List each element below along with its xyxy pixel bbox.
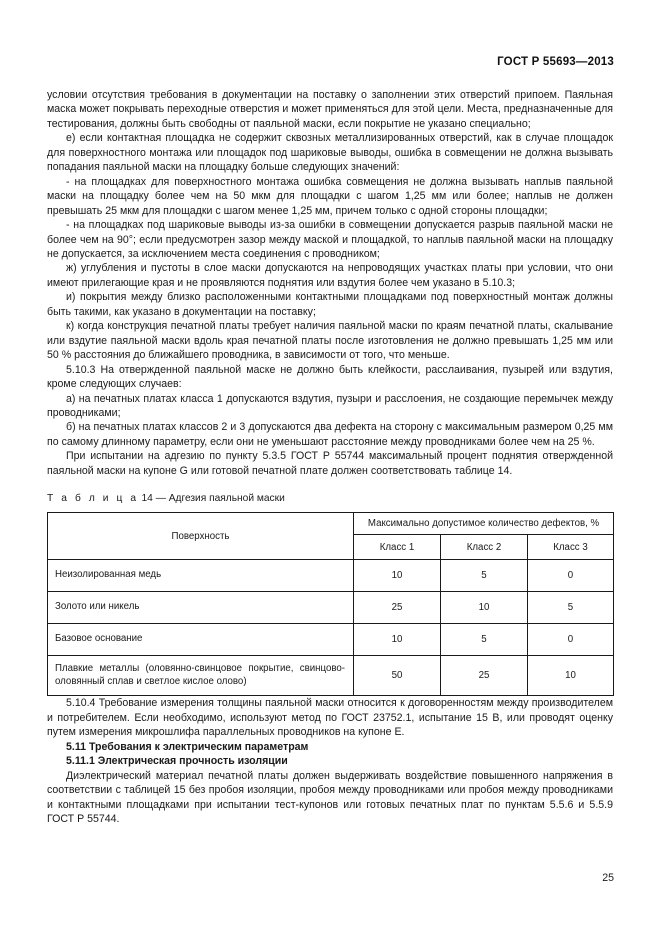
cell-class-1-value: 25 xyxy=(354,592,441,624)
page-content xyxy=(47,88,613,827)
paragraph-item-i: и) покрытия между близко расположенными контактными площадками под поверхностный монтаж должны быть такими, как указано в документации на поставку; xyxy=(47,291,613,318)
column-header-class-1: Класс 1 xyxy=(354,535,441,560)
cell-class-2-value: 25 xyxy=(441,656,528,696)
paragraph-clause-5-10-3: 5.10.3 На отвержденной паяльной маске не должно быть клейкости, расслаивания, пузырей или вздутия, кроме следующих случаев: xyxy=(47,363,613,391)
cell-class-2-value: 10 xyxy=(441,592,528,624)
paragraph-bullet-bga: - на площадках под шариковые выводы из-за ошибки в совмещении допускается разрыв паяльной маски не более чем на 90°; если предусмотрен зазор между маской и площадкой, то наплыв паяльной маски на площадку не допускается, за исключением места соединения с проводником; xyxy=(47,219,613,260)
table-caption-label: Т а б л и ц а xyxy=(47,493,139,505)
paragraph-item-a: а) на печатных платах класса 1 допускаются вздутия, пузыри и расслоения, не создающие перемычек между проводниками; xyxy=(47,392,613,419)
table-caption xyxy=(47,492,613,505)
cell-class-1-value: 10 xyxy=(354,624,441,656)
column-header-class-3: Класс 3 xyxy=(528,535,614,560)
paragraph-item-k: к) когда конструкция печатной платы требует наличия паяльной маски по краям печатной платы, скалывание или вздутие паяльной маски вдоль края печатной платы после изготовления не должно превышать 1,25 мм или 50 % расстояния до ближайшего проводника, в зависимости от того, что меньше. xyxy=(47,320,613,362)
cell-class-3-value: 5 xyxy=(528,592,614,624)
cell-class-2-value: 5 xyxy=(441,624,528,656)
table-row xyxy=(48,560,614,592)
table-caption-dash: — xyxy=(155,493,166,505)
table-row xyxy=(48,624,614,656)
table-caption-number: 14 xyxy=(141,493,153,505)
table-head xyxy=(48,513,614,560)
column-header-surface: Поверхность xyxy=(48,513,354,560)
cell-class-1-value: 50 xyxy=(354,656,441,696)
subsection-heading-5-11-1: 5.11.1 Электрическая прочность изоляции xyxy=(66,755,288,768)
column-header-class-2: Класс 2 xyxy=(441,535,528,560)
cell-class-3-value: 0 xyxy=(528,560,614,592)
cell-surface-name: Неизолированная медь xyxy=(48,560,354,592)
paragraph-continuation: условии отсутствия требования в документации на поставку о заполнении этих отверстий припоем. Паяльная маска может покрывать переходные отверстия и может применяться для этой цели. Места, предназначенные для тестирования, должны быть свободны от паяльной маски, если покрытие не указано специально; xyxy=(47,89,613,130)
paragraph-item-e: е) если контактная площадка не содержит сквозных металлизированных отверстий, как в случае площадок для поверхностного монтажа или площадок под шариковые выводы, ошибка в совмещении не должна вызывать попадания паяльной маски на площадку больше следующих значений: xyxy=(47,132,613,174)
page-header-standard-code: ГОСТ Р 55693—2013 xyxy=(497,56,614,68)
cell-class-2-value: 5 xyxy=(441,560,528,592)
cell-class-3-value: 10 xyxy=(528,656,614,696)
cell-class-3-value: 0 xyxy=(528,624,614,656)
adhesion-table xyxy=(47,512,614,696)
paragraph-item-zh: ж) углубления и пустоты в слое маски допускаются на непроводящих участках платы при условии, что они имеют прилегающие края и не проявляются поднятия или вздутия более чем указано в 5.10.3; xyxy=(47,262,613,289)
paragraph-adhesion-test: При испытании на адгезию по пункту 5.3.5 ГОСТ Р 55744 максимальный процент поднятия отвержденной паяльной маски на купоне G или готовой печатной плате должен соответствовать таблице 14. xyxy=(47,450,613,477)
table-body xyxy=(48,560,614,696)
table-header-row-top xyxy=(48,513,614,535)
page-number: 25 xyxy=(602,872,614,884)
paragraph-dielectric-strength: Диэлектрический материал печатной платы должен выдерживать воздействие повышенного напряжения в соответствии с таблицей 15 без пробоя изоляции, пробоя между проводниками или пробоя между проводниками и контактными площадками при испытании тест-купонов или готовых печатных плат по пунктам 5.5.6 и 5.5.9 ГОСТ Р 55744. xyxy=(47,769,613,826)
paragraph-clause-5-10-4: 5.10.4 Требование измерения толщины паяльной маски относится к договоренностям между производителем и потребителем. Если необходимо, используют метод по ГОСТ 23752.1, испытание 15 В, или проводят оценку путем измерения микрошлифа параллельных проводников на купоне Е. xyxy=(47,697,613,739)
cell-class-1-value: 10 xyxy=(354,560,441,592)
table-row xyxy=(48,592,614,624)
section-heading-5-11: 5.11 Требования к электрическим параметрам xyxy=(66,740,309,753)
cell-surface-name: Плавкие металлы (оловянно-свинцовое покрытие, свинцово-оловянный сплав и светлое кислое олово) xyxy=(48,656,354,696)
cell-surface-name: Золото или никель xyxy=(48,592,354,624)
cell-surface-name: Базовое основание xyxy=(48,624,354,656)
paragraph-bullet-smd: - на площадках для поверхностного монтажа ошибка совмещения не должна вызывать наплыв паяльной маски на площадку более чем на 50 мкм для площадки с шагом 1,25 мм или более; наплыв не должен превышать 25 мкм для площадки с шагом менее 1,25 мм, причем только с одной стороны площадки; xyxy=(47,175,613,217)
column-header-group-defects: Максимально допустимое количество дефектов, % xyxy=(354,513,614,535)
paragraph-item-b: б) на печатных платах классов 2 и 3 допускаются два дефекта на сторону с максимальным размером 0,25 мм по самому длинному параметру, если они не уменьшают расстояние между проводниками более чем на 25 %. xyxy=(47,421,613,448)
table-row xyxy=(48,656,614,696)
table-caption-title: Адгезия паяльной маски xyxy=(168,493,285,505)
